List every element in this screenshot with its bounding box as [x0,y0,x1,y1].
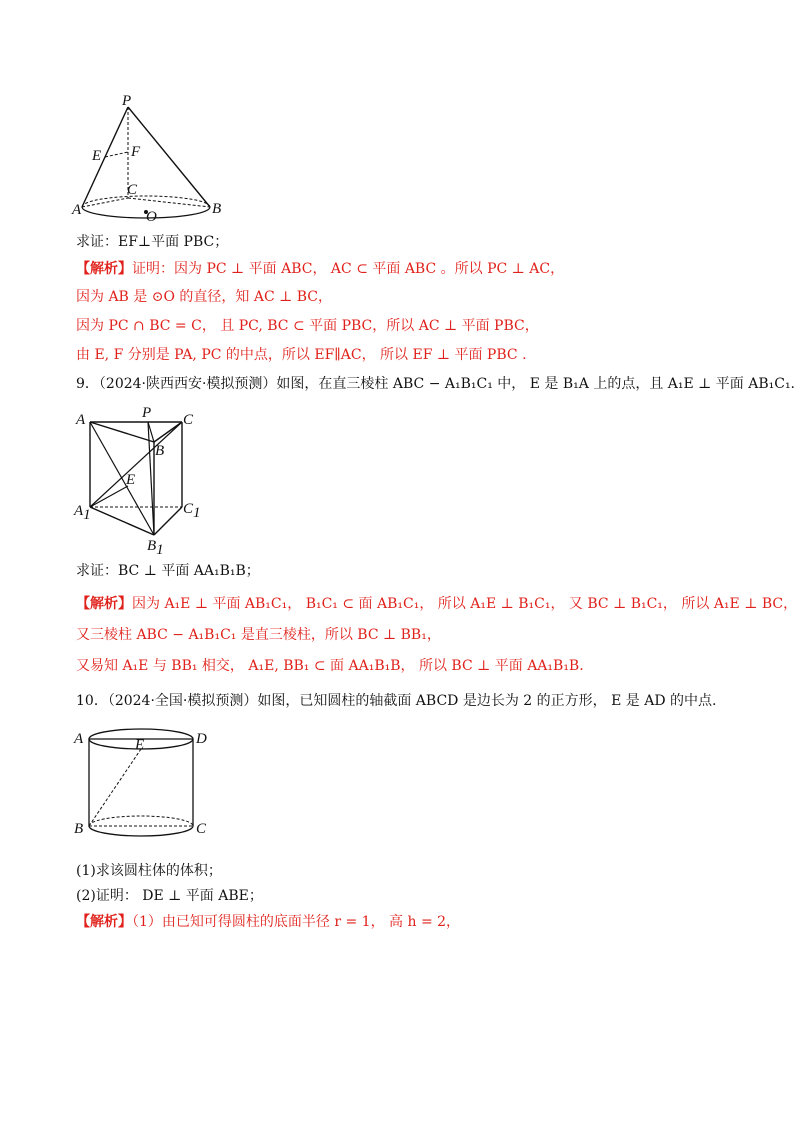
q9-stem: 9．（2024·陕西西安·模拟预测）如图，在直三棱柱 ABC − A₁B₁C₁ 中， E 是 B₁A 上的点，且 A₁E ⊥ 平面 AB₁C₁. [76,376,796,392]
cone-figure [70,92,230,227]
fig8-label-c: C [127,182,138,198]
q8-solution-line3: 因为 PC ∩ BC = C， 且 PC, BC ⊂ 平面 PBC，所以 AC ⊥ 平面 PBC， [76,318,539,334]
q8-sol1-text: 证明：因为 PC ⊥ 平面 ABC， AC ⊂ 平面 ABC 。所以 PC ⊥ AC， [132,261,565,277]
q10-part1: (1)求该圆柱体的体积； [76,863,222,879]
fig8-label-p: P [122,93,132,109]
fig8-label-a: A [72,202,82,218]
q10-stem: 10．（2024·全国·模拟预测）如图，已知圆柱的轴截面 ABCD 是边长为 2 的正方形， E 是 AD 的中点. [76,693,717,709]
q9-prove: 求证：BC ⊥ 平面 AA₁B₁B； [76,563,260,579]
q8-solution-line1 [76,259,564,279]
fig8-label-o: O [146,209,157,225]
fig8-label-b: B [212,201,222,217]
fig8-label-f: F [131,144,141,160]
fig10-label-b: B [74,821,84,837]
fig9-label-a: A [76,412,86,428]
q8-prove: 求证：EF⊥平面 PBC； [76,234,229,250]
q8-solution-line2: 因为 AB 是 ⊙O 的直径，知 AC ⊥ BC， [76,289,333,305]
fig9-label-b: B [155,443,165,459]
fig9-label-c: C [183,412,194,428]
cylinder-figure [70,722,220,842]
solution-tag: 【解析】 [76,596,132,612]
fig10-label-c: C [196,821,207,837]
fig9-label-c1: C1 [183,501,201,521]
q9-sol1-text: 因为 A₁E ⊥ 平面 AB₁C₁， B₁C₁ ⊂ 面 AB₁C₁， 所以 A₁E ⊥ B₁C₁， 又 BC ⊥ B₁C₁， 所以 A₁E ⊥ BC， [132,596,798,612]
q9-solution-line3: 又易知 A₁E 与 BB₁ 相交， A₁E, BB₁ ⊂ 面 AA₁B₁B， 所以 BC ⊥ 平面 AA₁B₁B. [76,658,584,674]
q9-solution-line2: 又三棱柱 ABC − A₁B₁C₁ 是直三棱柱，所以 BC ⊥ BB₁， [76,627,441,643]
prism-figure [70,402,215,557]
q10-sol1-text: （1）由已知可得圆柱的底面半径 r = 1， 高 h = 2， [132,914,461,930]
fig10-label-e: E [135,737,145,753]
solution-tag: 【解析】 [76,914,132,930]
solution-tag: 【解析】 [76,261,132,277]
fig9-label-a1: A1 [74,503,91,523]
fig9-label-e: E [126,472,136,488]
fig9-label-p: P [142,405,152,421]
fig10-label-d: D [196,731,207,747]
q10-solution-line1 [76,912,460,932]
fig9-label-b1: B1 [147,538,164,557]
fig8-label-e: E [92,148,102,164]
q9-solution-line1 [76,594,797,614]
q8-solution-line4: 由 E, F 分别是 PA, PC 的中点，所以 EF∥AC， 所以 EF ⊥ 平面 PBC . [76,347,527,363]
fig10-label-a: A [74,731,84,747]
q10-part2: (2)证明： DE ⊥ 平面 ABE； [76,888,263,904]
